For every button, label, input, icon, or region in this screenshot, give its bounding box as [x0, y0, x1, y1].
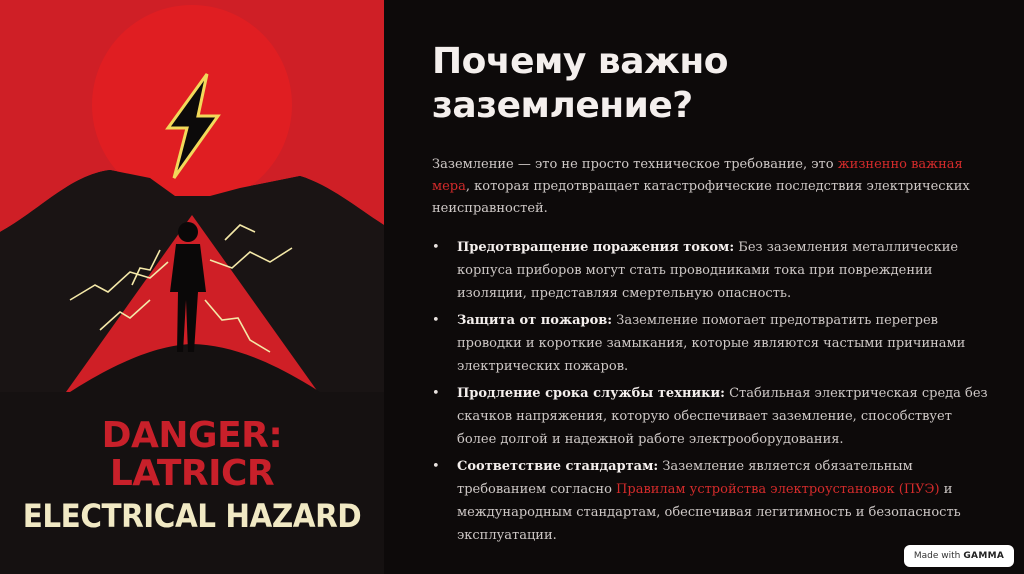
danger-poster-image: [0, 0, 384, 574]
list-item-text: Заземление является обязательным требованием согласно: [457, 459, 913, 497]
benefits-list: [432, 236, 992, 547]
poster-hazard-text: ELECTRICAL HAZARD: [22, 497, 362, 535]
list-item-text: Без заземления металлические корпуса приборов могут стать проводниками тока при повреждении изоляции, представляя смертельную опасность.: [457, 240, 959, 301]
list-item-label: Защита от пожаров:: [457, 313, 613, 328]
title-line-2: заземление?: [432, 85, 693, 126]
intro-highlight: жизненно важная мера: [432, 157, 963, 194]
intro-paragraph: [432, 154, 992, 220]
bullet-icon: •: [432, 240, 440, 255]
list-item-label: Продление срока службы техники:: [457, 386, 725, 401]
bullet-icon: •: [432, 386, 440, 401]
made-with-gamma-badge[interactable]: [904, 545, 1014, 567]
list-item-label: Соответствие стандартам:: [457, 459, 659, 474]
intro-text: Заземление — это не просто техническое требование, это: [432, 157, 838, 172]
poster-danger-heading: DANGER:: [101, 415, 283, 456]
list-item: [432, 309, 992, 378]
slide-content: [432, 40, 992, 551]
badge-prefix: Made with: [913, 551, 961, 561]
intro-text-end: , которая предотвращает катастрофические последствия электрических неисправностей.: [432, 179, 970, 216]
list-item: [432, 455, 992, 547]
standard-link[interactable]: Правилам устройства электроустановок (ПУЭ): [616, 482, 940, 497]
bullet-icon: •: [432, 313, 440, 328]
list-item: [432, 236, 992, 305]
list-item: [432, 382, 992, 451]
list-item-text-end: и международным стандартам, обеспечивая легитимность и безопасность эксплуатации.: [457, 482, 961, 543]
gamma-logo: GAMMA: [963, 551, 1005, 561]
list-item-text: Заземление помогает предотвратить перегрев проводки и короткие замыкания, которые являются частыми причинами электрических пожаров.: [457, 313, 966, 374]
list-item-text: Стабильная электрическая среда без скачков напряжения, которую обеспечивает заземление, способствует более долгой и надежной работе электрооборудования.: [457, 386, 988, 447]
slide-title: [432, 40, 992, 128]
poster-subheading: LATRICR: [109, 453, 275, 494]
title-line-1: Почему важно: [432, 41, 728, 82]
bullet-icon: •: [432, 459, 440, 474]
list-item-label: Предотвращение поражения током:: [457, 240, 735, 255]
